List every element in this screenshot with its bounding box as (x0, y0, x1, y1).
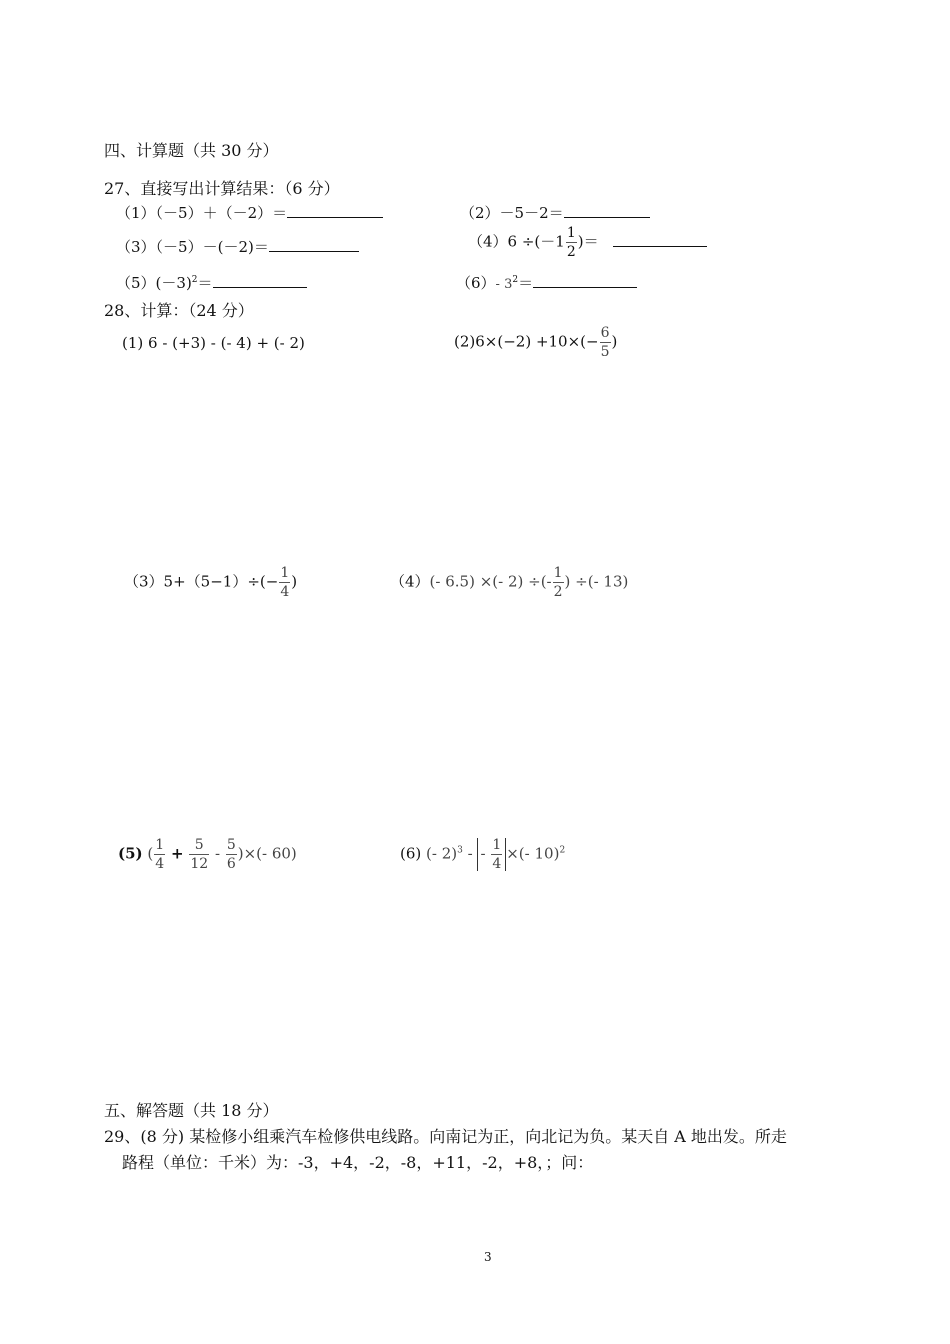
q28-problem-6: (6) (- 2)$^3$ - - $\frac{1}{4}$ ×(- 10)$^2$ (400, 837, 566, 872)
problem-label: (1) (122, 334, 144, 352)
q27-item-6: （6）- $3^2=$ (456, 272, 637, 293)
problem-expr-post: ) (291, 572, 298, 591)
q27-item-5: $(5)(-3)^2=$ (116, 272, 307, 293)
q27-item-6-label: （6） (456, 274, 496, 292)
q27-item-1-expr: （－5）＋（－2）＝ (155, 204, 288, 222)
q27-item-1-label: （1） (116, 204, 156, 222)
q28-problem-5: (5) ( $\frac{1}{4}$ + $\frac{5}{12}$ - $\frac{5}{6}$ )×(- 60) (118, 837, 297, 872)
q27-item-6-expr-post: ＝ (518, 274, 534, 292)
q27-item-1 (116, 202, 383, 223)
fraction: $\frac{1}{4}$ (492, 837, 502, 872)
problem-expr-post: ) (611, 332, 618, 351)
q28-problem-2 (454, 326, 617, 359)
q28-title: 28、计算：（24 分） (104, 301, 254, 320)
q27-item-3 (116, 236, 359, 257)
problem-label: (6) (400, 844, 422, 863)
answer-blank[interactable] (613, 232, 707, 247)
absolute-value: - $\frac{1}{4}$ (477, 838, 506, 871)
problem-expr-pre: (- 6.5) ×(- 2) ÷(- (429, 572, 552, 591)
fraction: $\frac{6}{5}$ (600, 325, 610, 360)
q27-item-5-expr-post: ＝ (197, 274, 213, 292)
q27-item-5-label: （5） (116, 274, 156, 292)
q27-title: 27、直接写出计算结果：（6 分） (104, 179, 340, 198)
q27-item-4-expr-pre: 6 ÷(－1 (507, 232, 565, 251)
q27-item-2-label: （2） (460, 204, 500, 222)
problem-expr-pre: 6×(−2) +10×(− (475, 332, 599, 351)
q28-problem-4 (390, 566, 628, 599)
problem-label: (2) (454, 332, 476, 351)
fraction: $\frac{1}{2}$ (566, 225, 576, 260)
fraction: $\frac{5}{6}$ (226, 837, 236, 872)
q27-item-4-label: （4） (468, 232, 508, 251)
q28-problem-1 (122, 334, 305, 352)
section5-title: 五、解答题（共 18 分） (104, 1101, 279, 1120)
answer-blank[interactable] (287, 203, 383, 218)
q28-problem-3 (124, 566, 297, 599)
q27-item-5-expr-pre: (－3) (155, 274, 192, 292)
problem-expr-post: ) ÷(- 13) (564, 572, 629, 591)
section4-title: 四、计算题（共 30 分） (104, 141, 279, 160)
q29-line-2: 路程（单位：千米）为：-3，+4，-2，-8，+11，-2，+8，；问： (122, 1153, 594, 1172)
q27-item-4 (468, 226, 707, 259)
q27-item-2 (460, 202, 650, 223)
problem-label: （4） (390, 572, 430, 591)
page-number: 3 (484, 1250, 492, 1264)
problem-label: （3） (124, 572, 164, 591)
problem-label: (5) (118, 844, 143, 863)
answer-blank[interactable] (269, 237, 359, 252)
fraction: $\frac{1}{4}$ (280, 565, 290, 600)
answer-blank[interactable] (533, 273, 637, 288)
q27-item-4-expr-post: )＝ (577, 232, 599, 251)
q27-item-3-label: （3） (116, 238, 156, 256)
answer-blank[interactable] (213, 273, 307, 288)
fraction: $\frac{1}{2}$ (553, 565, 563, 600)
q27-item-3-expr: （－5）－(－2)＝ (155, 238, 269, 256)
problem-expr-post: )×(- 60) (237, 844, 297, 863)
q29-line-1: 29、(8 分) 某检修小组乘汽车检修供电线路。向南记为正，向北记为负。某天自 A 地出发。所走 (104, 1127, 787, 1146)
q27-item-6-expr-pre: - 3 (495, 277, 513, 292)
answer-blank[interactable] (564, 203, 650, 218)
fraction: $\frac{1}{4}$ (155, 837, 165, 872)
fraction: $\frac{5}{12}$ (190, 837, 209, 872)
problem-expr: 6 - (+3) - (- 4) + (- 2) (148, 334, 305, 352)
problem-expr-pre: 5+（5−1）÷(− (163, 572, 279, 591)
q27-item-2-expr: －5－2＝ (499, 204, 564, 222)
